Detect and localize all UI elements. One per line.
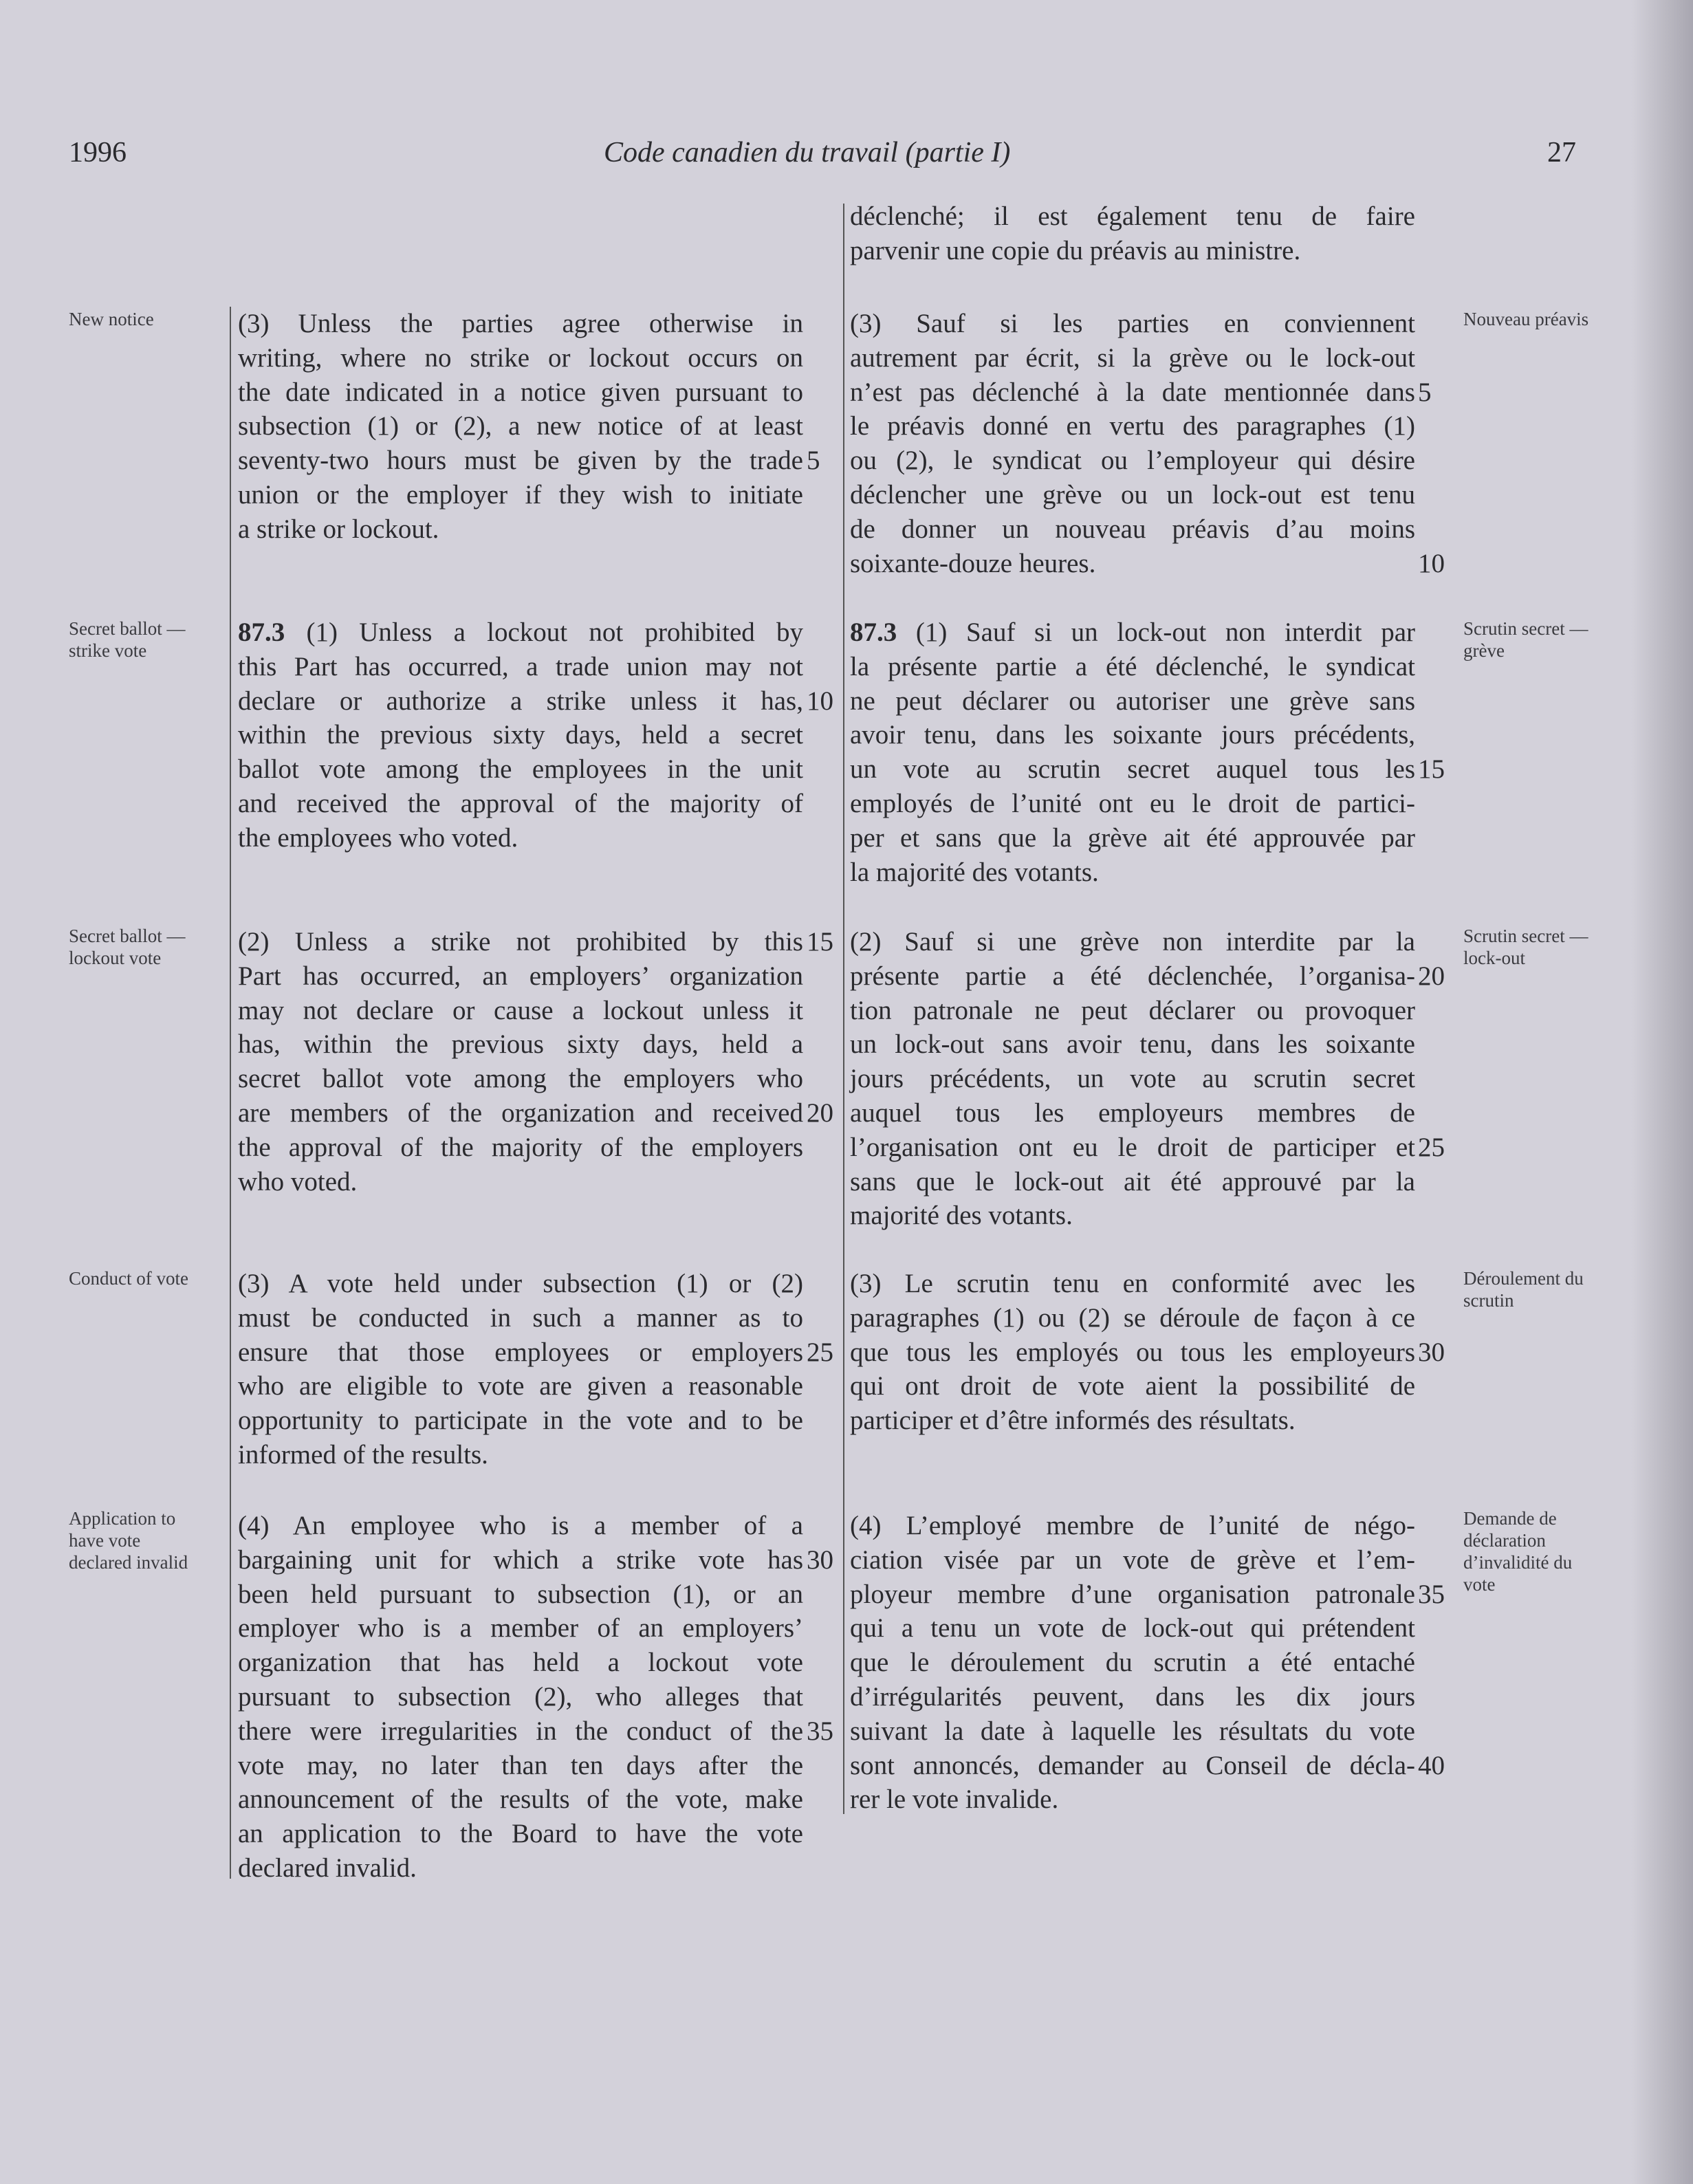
text-line — [850, 1267, 1415, 1301]
line-text: parvenir une copie du préavis au ministre. — [850, 235, 1301, 265]
line-text: que le déroulement du scrutin a été entaché — [850, 1648, 1415, 1678]
line-text: the date indicated in a notice given pursuant to — [238, 377, 803, 407]
text-line — [238, 1369, 803, 1404]
line-text: union or the employer if they wish to initiate — [238, 479, 803, 510]
text-line — [850, 234, 1415, 268]
line-text: la présente partie a été déclenché, le syndicat — [850, 651, 1415, 681]
column-rule-left — [230, 307, 231, 1879]
line-text: who voted. — [238, 1166, 358, 1197]
line-text: ciation visée par un vote de grève et l’em- — [850, 1544, 1415, 1575]
text-line — [850, 512, 1415, 547]
line-text: déclencher une grève ou un lock-out est tenu — [850, 479, 1415, 510]
text-line — [238, 307, 803, 341]
text-line — [238, 684, 803, 719]
line-text: n’est pas déclenché à la date mentionnée dans — [850, 377, 1415, 407]
page-edge-shadow — [1631, 0, 1693, 2184]
line-text: and received the approval of the majority of — [238, 788, 803, 818]
line-text: employer who is a member of an employers’ — [238, 1613, 803, 1644]
en-paragraph — [238, 1267, 803, 1472]
line-text: (1) Sauf si un lock-out non interdit par — [897, 618, 1415, 647]
en-line-number: 15 — [807, 927, 833, 957]
text-line — [238, 1335, 803, 1370]
margin-note: Déroulement du scrutin — [1463, 1268, 1584, 1311]
text-line — [850, 1680, 1415, 1714]
line-text: que tous les employés ou tous les employeurs — [850, 1337, 1415, 1367]
text-line — [238, 1611, 803, 1646]
margin-note: Secret ballot — lockout vote — [69, 926, 186, 968]
text-line — [238, 650, 803, 684]
line-text: opportunity to participate in the vote and to be — [238, 1406, 803, 1436]
line-text: there were irregularities in the conduct of the — [238, 1716, 803, 1746]
line-text: suivant la date à laquelle les résultats du vote — [850, 1716, 1415, 1746]
line-text: majorité des votants. — [850, 1201, 1073, 1231]
line-text: are members of the organization and received — [238, 1098, 803, 1128]
margin-note: Secret ballot — strike vote — [69, 618, 186, 661]
line-text: vote may, no later than ten days after the — [238, 1750, 803, 1780]
text-line — [850, 1369, 1415, 1404]
text-line — [850, 1404, 1415, 1438]
line-text: (1) Unless a lockout not prohibited by — [285, 618, 803, 647]
line-text: a strike or lockout. — [238, 514, 439, 544]
line-text: tion patronale ne peut déclarer ou provoquer — [850, 995, 1415, 1025]
text-line — [850, 1096, 1415, 1131]
line-text: soixante-douze heures. — [850, 548, 1096, 578]
line-text: been held pursuant to subsection (1), or an — [238, 1579, 803, 1609]
text-line — [850, 375, 1415, 410]
text-line — [238, 752, 803, 787]
line-text: has, within the previous sixty days, held a — [238, 1029, 803, 1060]
line-text: rer le vote invalide. — [850, 1784, 1059, 1815]
text-line — [850, 787, 1415, 821]
line-text: ballot vote among the employees in the unit — [238, 754, 803, 785]
text-line — [850, 821, 1415, 855]
en-line-number: 30 — [807, 1544, 833, 1575]
line-text: per et sans que la grève ait été approuvée par — [850, 822, 1415, 853]
line-text: paragraphes (1) ou (2) se déroule de façon à ce — [850, 1302, 1415, 1333]
text-line — [238, 444, 803, 478]
line-text: the employees who voted. — [238, 822, 518, 853]
text-line — [850, 684, 1415, 719]
header-title: Code canadien du travail (partie I) — [604, 137, 1011, 168]
line-text: organization that has held a lockout vote — [238, 1648, 803, 1678]
line-text: avoir tenu, dans les soixante jours précédents, — [850, 720, 1415, 750]
line-text: d’irrégularités peuvent, dans les dix jours — [850, 1681, 1415, 1712]
margin-note: Scrutin secret — grève — [1463, 618, 1588, 661]
text-line — [850, 1335, 1415, 1370]
section-number: 87.3 — [850, 618, 897, 647]
section-number: 87.3 — [238, 618, 285, 647]
en-paragraph — [238, 615, 803, 855]
text-line — [850, 994, 1415, 1028]
text-line — [850, 1199, 1415, 1233]
text-line — [238, 1301, 803, 1335]
page-number: 27 — [1547, 137, 1576, 168]
text-line — [238, 994, 803, 1028]
text-line — [850, 1749, 1415, 1783]
line-text: (2) Unless a strike not prohibited by this — [238, 927, 803, 957]
text-line — [238, 1027, 803, 1062]
en-paragraph — [238, 925, 803, 1199]
margin-note: Conduct of vote — [69, 1268, 188, 1289]
text-line — [238, 1062, 803, 1096]
line-text: Part has occurred, an employers’ organization — [238, 961, 803, 991]
text-line — [238, 512, 803, 547]
column-rule-center — [843, 204, 844, 1814]
text-line — [850, 1165, 1415, 1199]
en-line-number: 20 — [807, 1098, 833, 1128]
line-text: secret ballot vote among the employers who — [238, 1064, 803, 1094]
line-text: may not declare or cause a lockout unless it — [238, 995, 803, 1025]
text-line — [238, 1543, 803, 1577]
fr-paragraph — [850, 615, 1415, 889]
fr-line-number: 20 — [1418, 961, 1445, 991]
line-text: ensure that those employees or employers — [238, 1337, 803, 1367]
text-line — [850, 409, 1415, 444]
line-text: la majorité des votants. — [850, 857, 1099, 887]
line-text: jours précédents, un vote au scrutin secret — [850, 1064, 1415, 1094]
text-line — [850, 1301, 1415, 1335]
line-text: (3) Sauf si les parties en conviennent — [850, 309, 1415, 338]
en-line-number: 5 — [807, 446, 820, 476]
line-text: ou (2), le syndicat ou l’employeur qui désire — [850, 446, 1415, 476]
line-text: sans que le lock-out ait été approuvé par la — [850, 1166, 1415, 1197]
fr-paragraph — [850, 199, 1415, 268]
text-line — [850, 199, 1415, 234]
text-line — [850, 1782, 1415, 1817]
text-line — [850, 1131, 1415, 1165]
text-line — [238, 1131, 803, 1165]
line-text: ne peut déclarer ou autoriser une grève sans — [850, 686, 1415, 716]
line-text: un lock-out sans avoir tenu, dans les soixante — [850, 1029, 1415, 1060]
line-text: seventy-two hours must be given by the trade — [238, 446, 803, 476]
fr-paragraph — [850, 1267, 1415, 1438]
line-text: who are eligible to vote are given a reasonable — [238, 1371, 803, 1401]
text-line — [850, 650, 1415, 684]
text-line — [850, 1714, 1415, 1749]
line-text: autrement par écrit, si la grève ou le lock-out — [850, 342, 1415, 373]
line-text: (2) Sauf si une grève non interdite par la — [850, 927, 1415, 957]
line-text: announcement of the results of the vote, make — [238, 1784, 803, 1815]
line-text: the approval of the majority of the employers — [238, 1132, 803, 1162]
line-text: subsection (1) or (2), a new notice of at least — [238, 411, 803, 441]
line-text: qui ont droit de vote aient la possibilité de — [850, 1371, 1415, 1401]
text-line — [850, 1027, 1415, 1062]
line-text: (3) A vote held under subsection (1) or (2) — [238, 1269, 803, 1298]
text-line — [238, 1680, 803, 1714]
text-line — [850, 307, 1415, 341]
text-line — [850, 855, 1415, 890]
text-line — [238, 1817, 803, 1851]
text-line — [850, 615, 1415, 650]
line-text: pursuant to subsection (2), who alleges that — [238, 1681, 803, 1712]
text-line — [238, 821, 803, 855]
text-line — [850, 1611, 1415, 1646]
margin-note: Demande de déclaration d’invalidité du vote — [1463, 1508, 1573, 1595]
line-text: an application to the Board to have the vote — [238, 1819, 803, 1849]
text-line — [238, 1646, 803, 1680]
line-text: this Part has occurred, a trade union may not — [238, 651, 803, 681]
text-line — [850, 478, 1415, 512]
line-text: participer et d’être informés des résultats. — [850, 1406, 1296, 1436]
text-line — [850, 341, 1415, 375]
en-paragraph — [238, 307, 803, 547]
text-line — [238, 1404, 803, 1438]
text-line — [850, 718, 1415, 752]
text-line — [238, 718, 803, 752]
line-text: declared invalid. — [238, 1853, 417, 1883]
header-year: 1996 — [69, 137, 127, 168]
text-line — [238, 1851, 803, 1886]
line-text: qui a tenu un vote de lock-out qui prétendent — [850, 1613, 1415, 1644]
text-line — [850, 547, 1415, 581]
fr-line-number: 5 — [1418, 377, 1432, 407]
text-line — [850, 1577, 1415, 1612]
text-line — [238, 925, 803, 959]
line-text: l’organisation ont eu le droit de participer et — [850, 1132, 1415, 1162]
fr-line-number: 25 — [1418, 1132, 1445, 1162]
en-line-number: 35 — [807, 1716, 833, 1746]
fr-line-number: 35 — [1418, 1579, 1445, 1609]
text-line — [238, 615, 803, 650]
text-line — [238, 959, 803, 994]
text-line — [238, 1165, 803, 1199]
line-text: sont annoncés, demander au Conseil de décla- — [850, 1750, 1415, 1780]
text-line — [238, 1749, 803, 1783]
en-line-number: 10 — [807, 686, 833, 716]
line-text: declare or authorize a strike unless it has, — [238, 686, 803, 716]
text-line — [238, 1782, 803, 1817]
text-line — [238, 478, 803, 512]
margin-note: New notice — [69, 309, 154, 329]
fr-line-number: 10 — [1418, 548, 1445, 578]
fr-line-number: 40 — [1418, 1750, 1445, 1780]
en-paragraph — [238, 1509, 803, 1886]
line-text: employés de l’unité ont eu le droit de partici- — [850, 788, 1415, 818]
text-line — [850, 752, 1415, 787]
text-line — [850, 1543, 1415, 1577]
fr-line-number: 15 — [1418, 754, 1445, 785]
line-text: writing, where no strike or lockout occurs on — [238, 342, 803, 373]
margin-note: Nouveau préavis — [1463, 309, 1589, 329]
line-text: (4) An employee who is a member of a — [238, 1511, 803, 1540]
line-text: within the previous sixty days, held a secret — [238, 720, 803, 750]
text-line — [850, 1646, 1415, 1680]
line-text: le préavis donné en vertu des paragraphes (1) — [850, 411, 1415, 441]
text-line — [238, 1714, 803, 1749]
text-line — [238, 1577, 803, 1612]
text-line — [238, 409, 803, 444]
text-line — [238, 1438, 803, 1472]
fr-paragraph — [850, 925, 1415, 1233]
line-text: déclenché; il est également tenu de faire — [850, 201, 1415, 231]
en-line-number: 25 — [807, 1337, 833, 1367]
text-line — [238, 1509, 803, 1543]
text-line — [850, 1062, 1415, 1096]
line-text: présente partie a été déclenchée, l’organisa- — [850, 961, 1415, 991]
text-line — [238, 787, 803, 821]
line-text: (4) L’employé membre de l’unité de négo- — [850, 1511, 1415, 1540]
margin-note: Application to have vote declared invalid — [69, 1508, 188, 1573]
fr-paragraph — [850, 307, 1415, 580]
line-text: bargaining unit for which a strike vote has — [238, 1544, 803, 1575]
text-line — [238, 375, 803, 410]
text-line — [238, 1267, 803, 1301]
line-text: (3) Le scrutin tenu en conformité avec les — [850, 1269, 1415, 1298]
text-line — [850, 959, 1415, 994]
fr-line-number: 30 — [1418, 1337, 1445, 1367]
fr-paragraph — [850, 1509, 1415, 1817]
margin-note: Scrutin secret — lock-out — [1463, 926, 1588, 968]
text-line — [850, 444, 1415, 478]
line-text: auquel tous les employeurs membres de — [850, 1098, 1415, 1128]
line-text: informed of the results. — [238, 1439, 488, 1470]
text-line — [850, 1509, 1415, 1543]
line-text: de donner un nouveau préavis d’au moins — [850, 514, 1415, 544]
text-line — [238, 1096, 803, 1131]
line-text: ployeur membre d’une organisation patronale — [850, 1579, 1415, 1609]
line-text: (3) Unless the parties agree otherwise in — [238, 309, 803, 338]
line-text: un vote au scrutin secret auquel tous les — [850, 754, 1415, 785]
text-line — [850, 925, 1415, 959]
line-text: must be conducted in such a manner as to — [238, 1302, 803, 1333]
text-line — [238, 341, 803, 375]
